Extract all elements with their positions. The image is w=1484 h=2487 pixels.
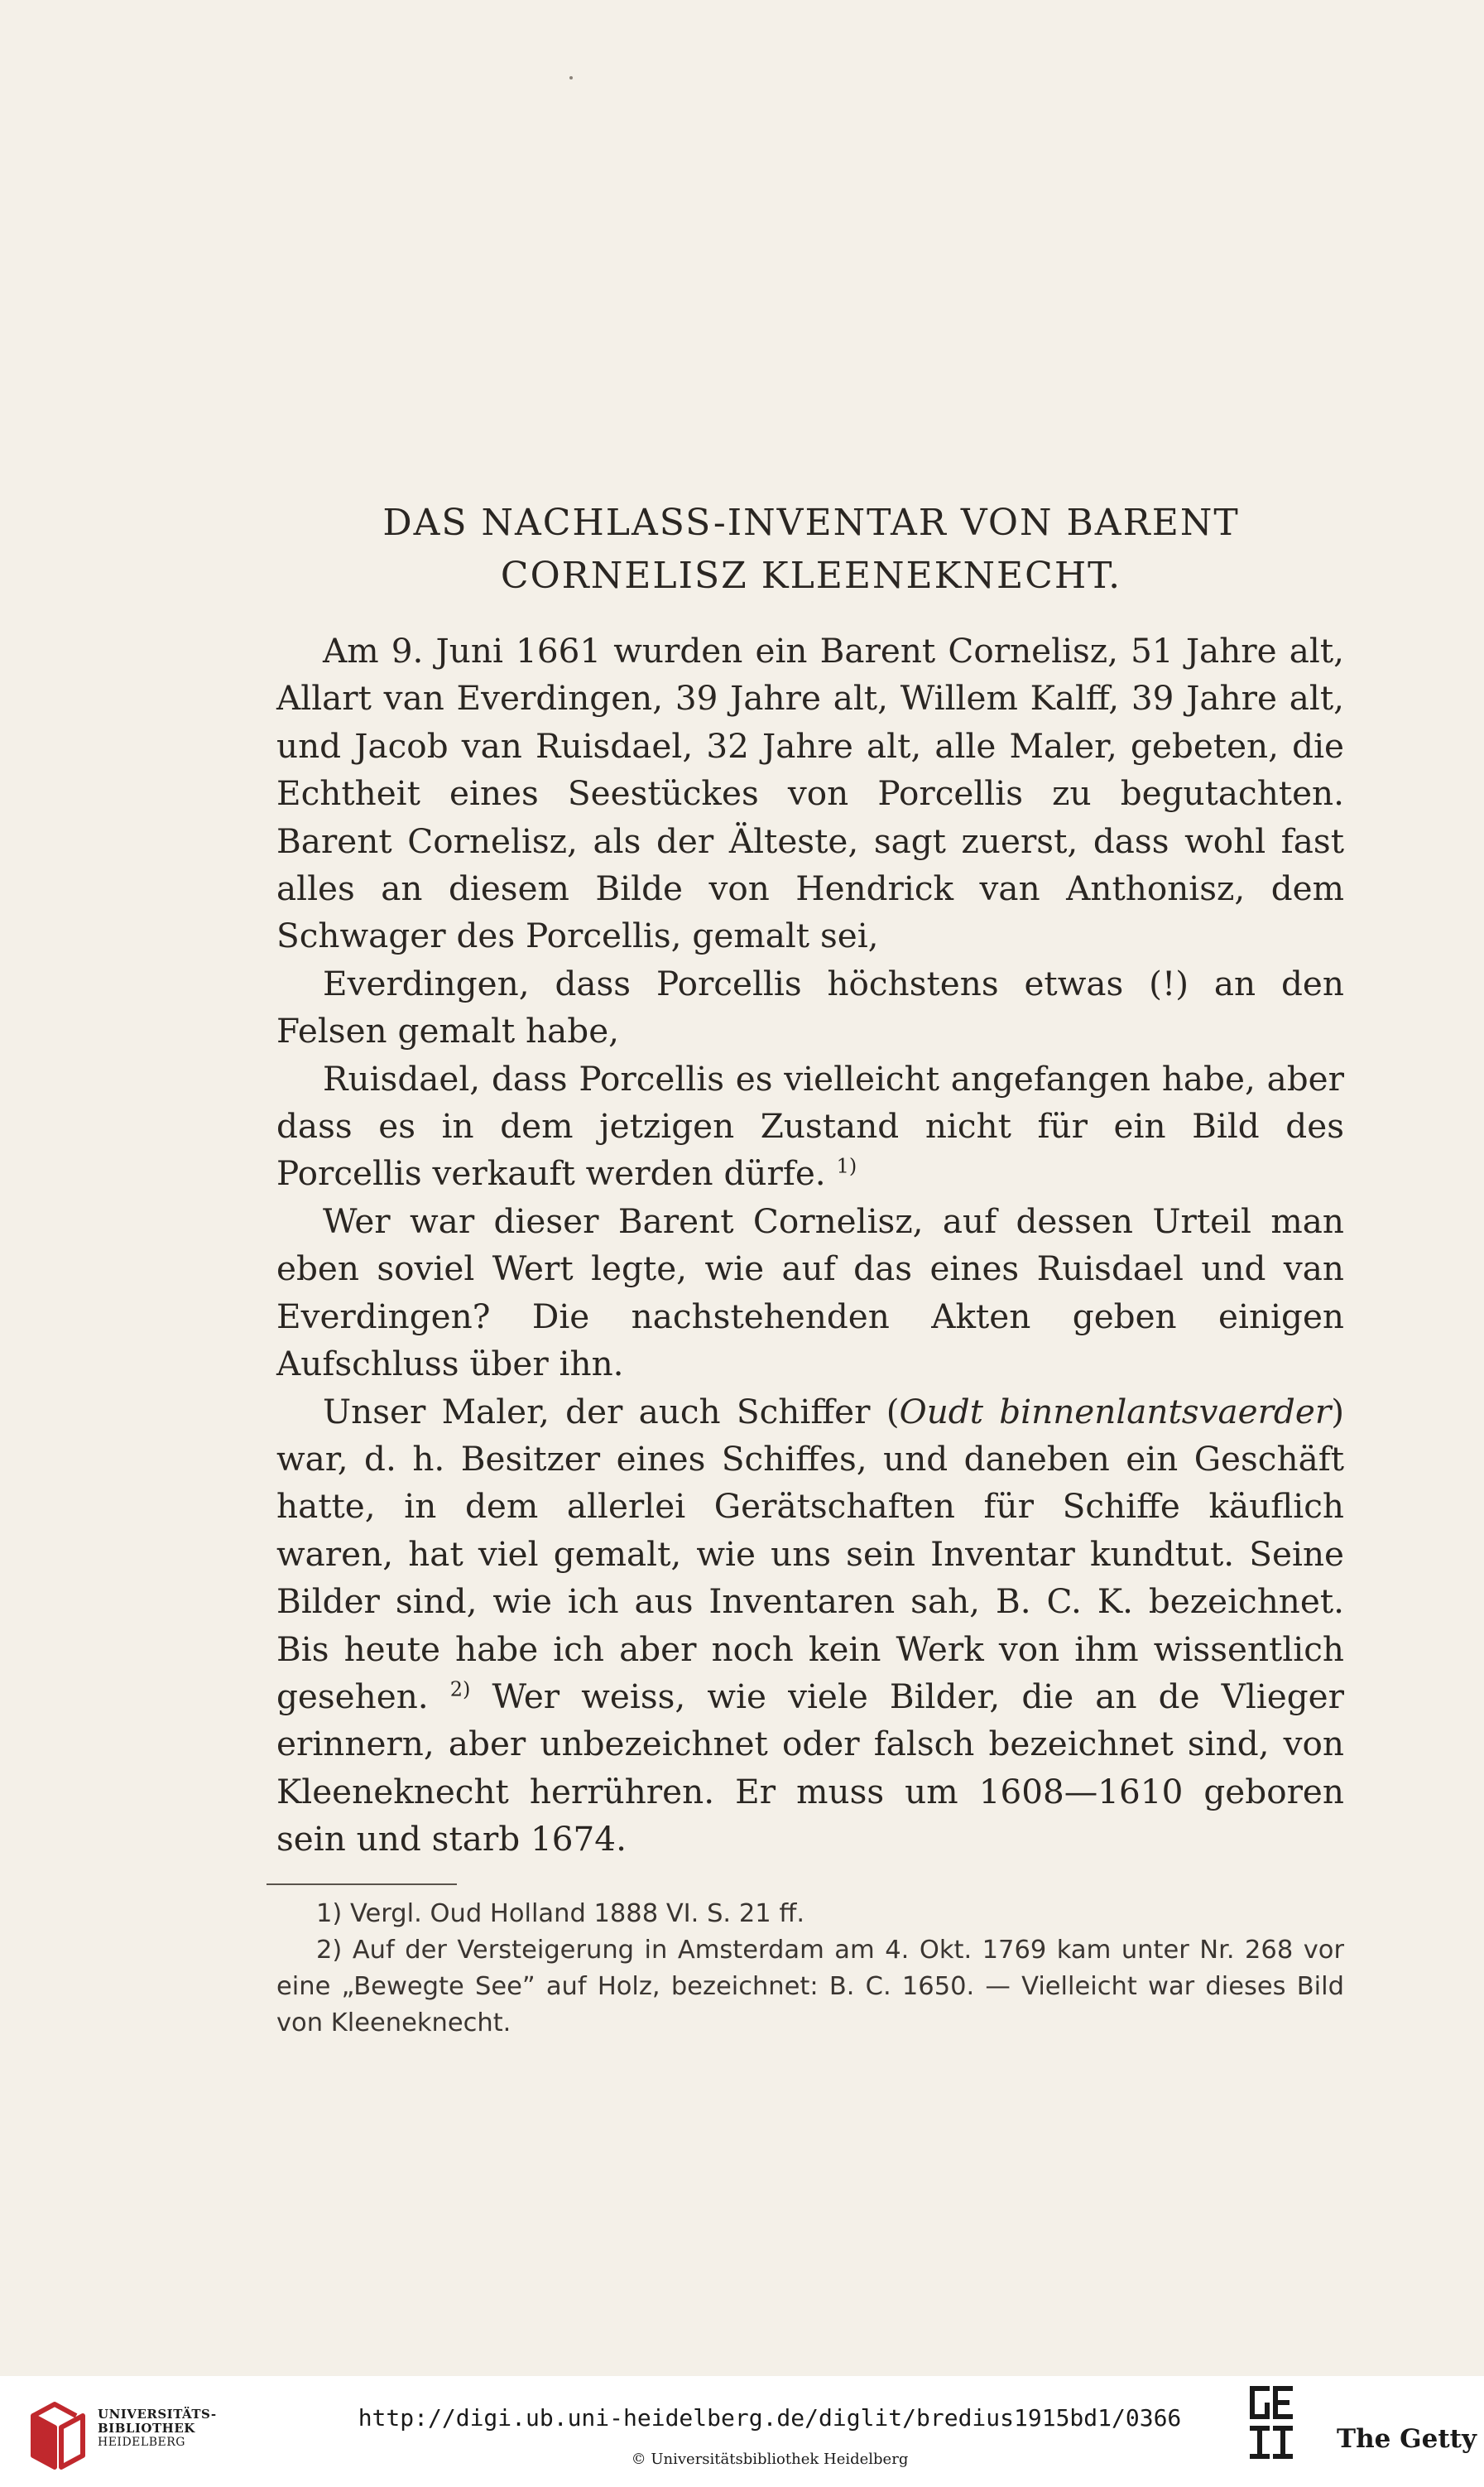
footnote-ref-2: 2)	[449, 1677, 471, 1701]
copyright-notice: © Universitätsbibliothek Heidelberg	[631, 2451, 909, 2468]
library-line-1: UNIVERSITÄTS-	[98, 2407, 217, 2422]
footnote-1: 1) Vergl. Oud Holland 1888 VI. S. 21 ff.	[316, 1899, 805, 1928]
getty-logo-icon[interactable]	[1248, 2384, 1294, 2471]
paragraph-5-part-2: ) war, d. h. Besitzer eines Schiffes, und daneben ein Geschäft hatte, in dem allerlei Gerätschaften für Schiffe käuflich waren, hat viel gemalt, wie uns sein Inventar kundtut. Seine Bilder sind, wie ich aus Inventaren sah, B. C. K. bezeichnet. Bis heute habe ich aber noch kein Werk von ihm wissentlich gesehen.	[276, 1391, 1344, 1716]
footnote-divider	[267, 1883, 457, 1885]
paragraph-5-part-3: Wer weiss, wie viele Bilder, die an de Vlieger erinnern, aber unbezeichnet oder falsch bezeichnet sind, von Kleeneknecht herrühren. Er muss um 1608—1610 geboren sein und starb 1674.	[276, 1676, 1345, 1859]
paragraph-2: Everdingen, dass Porcellis höchstens etwas (!) an den Felsen gemalt habe,	[276, 963, 1344, 1051]
paragraph-3-text: Ruisdael, dass Porcellis es vielleicht angefangen habe, aber dass es in dem jetzigen Zustand nicht für ein Bild des Porcellis verkauft werden dürfe.	[276, 1058, 1344, 1194]
library-line-2: BIBLIOTHEK	[98, 2421, 195, 2436]
ub-heidelberg-logo-icon[interactable]	[15, 2391, 98, 2474]
paragraph-4: Wer war dieser Barent Cornelisz, auf dessen Urteil man eben soviel Wert legte, wie auf das eines Ruisdael und van Everdingen? Die nachstehenden Akten geben einigen Aufschluss über ihn.	[276, 1200, 1344, 1384]
paragraph-5-part-1: Unser Maler, der auch Schiffer (	[323, 1391, 900, 1431]
library-name[interactable]	[98, 2408, 217, 2450]
footnote-2: 2) Auf der Versteigerung in Amsterdam am 4. Okt. 1769 kam unter Nr. 268 vor eine „Bewegte See” auf Holz, bezeichnet: B. C. 1650. — Vielleicht war dieses Bild von Kleeneknecht.	[276, 1936, 1344, 2037]
title-line-2: CORNELISZ KLEENEKNECHT.	[500, 555, 1122, 597]
getty-label[interactable]: The Getty	[1337, 2424, 1477, 2454]
library-line-3: HEIDELBERG	[98, 2436, 185, 2449]
footnote-ref-1: 1)	[836, 1154, 857, 1178]
footnotes	[276, 1896, 1344, 2042]
paragraph-5-italic: Oudt binnenlantsvaerder	[899, 1391, 1332, 1431]
paragraph-1: Am 9. Juni 1661 wurden ein Barent Cornelisz, 51 Jahre alt, Allart van Everdingen, 39 Jahre alt, Willem Kalff, 39 Jahre alt, und Jacob van Ruisdael, 32 Jahre alt, alle Maler, gebeten, die Echtheit eines Seestückes von Porcellis zu begutachten. Barent Cornelisz, als der Älteste, sagt zuerst, dass wohl fast alles an diesem Bilde von Hendrick van Anthonisz, dem Schwager des Porcellis, gemalt sei,	[276, 631, 1344, 956]
permalink-url[interactable]: http://digi.ub.uni-heidelberg.de/diglit/bredius1915bd1/0366	[358, 2404, 1182, 2432]
title-line-1: DAS NACHLASS-INVENTAR VON BARENT	[382, 502, 1240, 544]
paragraph-5	[276, 1388, 1344, 1864]
page-title	[273, 497, 1349, 603]
body-text	[276, 628, 1344, 1864]
paper-speck	[569, 76, 573, 79]
paragraph-3	[276, 1056, 1344, 1198]
